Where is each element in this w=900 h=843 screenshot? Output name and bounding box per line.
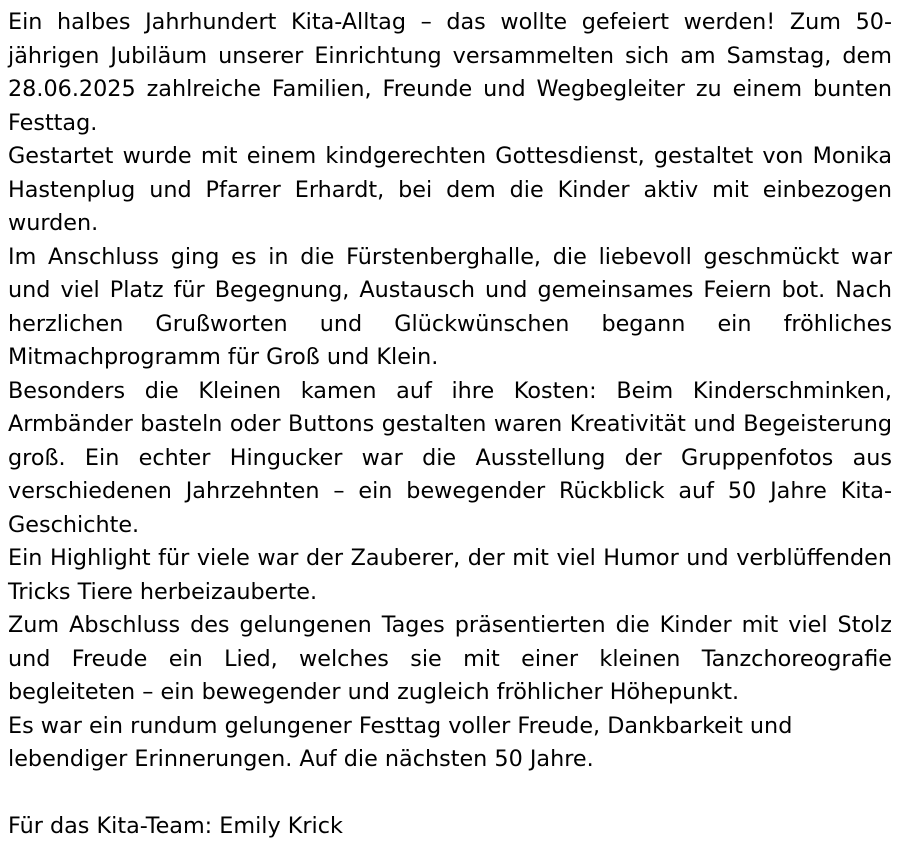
paragraph: Zum Abschluss des gelungenen Tages präsentierten die Kinder mit viel Stolz und Freude ein Lied, welches sie mit einer kleinen Tanzchoreografie begleiteten – ein bewegender und zugleich fröhlicher Höhepunkt. [8, 609, 892, 710]
paragraph: Es war ein rundum gelungener Festtag voller Freude, Dankbarkeit und lebendiger Erinnerungen. Auf die nächsten 50 Jahre. [8, 710, 892, 777]
paragraph: Besonders die Kleinen kamen auf ihre Kosten: Beim Kinderschminken, Armbänder basteln oder Buttons gestalten waren Kreativität und Begeisterung groß. Ein echter Hingucker war die Ausstellung der Gruppenfotos aus verschiedenen Jahrzehnten – ein bewegender Rückblick auf 50 Jahre Kita-Geschichte. [8, 375, 892, 543]
paragraph: Ein halbes Jahrhundert Kita-Alltag – das wollte gefeiert werden! Zum 50-jährigen Jubiläum unserer Einrichtung versammelten sich am Samstag, dem 28.06.2025 zahlreiche Familien, Freunde und Wegbegleiter zu einem bunten Festtag. [8, 6, 892, 140]
signature-line: Für das Kita-Team: Emily Krick [8, 810, 892, 843]
paragraph-spacer [8, 777, 892, 810]
paragraph: Gestartet wurde mit einem kindgerechten Gottesdienst, gestaltet von Monika Hastenplug und Pfarrer Erhardt, bei dem die Kinder aktiv mit einbezogen wurden. [8, 140, 892, 241]
paragraph: Ein Highlight für viele war der Zauberer, der mit viel Humor und verblüffenden Tricks Tiere herbeizauberte. [8, 542, 892, 609]
article-body [8, 6, 892, 843]
paragraph: Im Anschluss ging es in die Fürstenberghalle, die liebevoll geschmückt war und viel Platz für Begegnung, Austausch und gemeinsames Feiern bot. Nach herzlichen Grußworten und Glückwünschen begann ein fröhliches Mitmachprogramm für Groß und Klein. [8, 241, 892, 375]
